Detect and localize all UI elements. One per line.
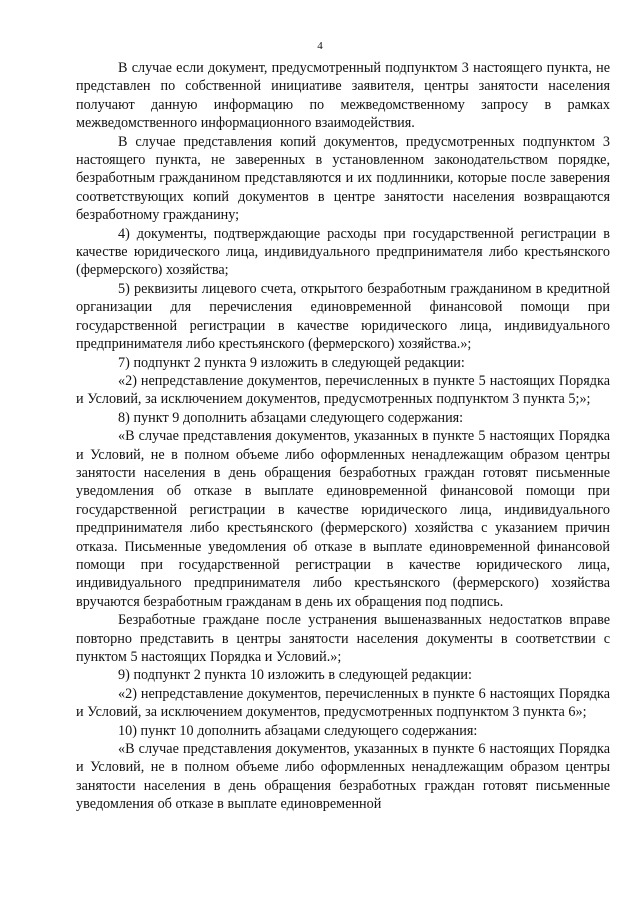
paragraph: «В случае представления документов, указанных в пункте 6 настоящих Порядка и Условий, не в полном объеме либо оформленных ненадлежащим образом центры занятости населения в день обращения безработных граждан готовят письменные уведомления об отказе в выплате единовременной [76,741,610,813]
paragraph: 9) подпункт 2 пункта 10 изложить в следующей редакции: [118,667,472,684]
paragraph: «2) непредставление документов, перечисленных в пункте 6 настоящих Порядка и Условий, за исключением документов, предусмотренных подпунктом 3 пункта 6»; [76,685,610,721]
page-number: 4 [317,40,323,52]
paragraph: Безработные граждане после устранения вышеназванных недостатков вправе повторно представить в центры занятости населения документы в соответствии с пунктом 5 настоящих Порядка и Условий.»; [76,612,610,665]
paragraph: «2) непредставление документов, перечисленных в пункте 5 настоящих Порядка и Условий, за исключением документов, предусмотренных подпунктом 3 пункта 5;»; [76,372,610,408]
paragraph: В случае представления копий документов, предусмотренных подпунктом 3 настоящего пункта, не заверенных в установленном законодательством порядке, безработным гражданином представляются и их подлинники, которые после заверения соответствующих копий документов в центре занятости населения возвращаются безработному гражданину; [76,133,610,224]
paragraph: 7) подпункт 2 пункта 9 изложить в следующей редакции: [118,354,465,371]
document-body [76,59,610,814]
paragraph: 5) реквизиты лицевого счета, открытого безработным гражданином в кредитной организации для перечисления единовременной финансовой помощи при государственной регистрации в качестве юридического лица, индивидуального предпринимателя либо крестьянского (фермерского) хозяйства.»; [76,280,610,353]
paragraph: 4) документы, подтверждающие расходы при государственной регистрации в качестве юридического лица, индивидуального предпринимателя либо крестьянского (фермерского) хозяйства; [76,225,610,279]
paragraph: 8) пункт 9 дополнить абзацами следующего содержания: [118,409,464,426]
paragraph: 10) пункт 10 дополнить абзацами следующего содержания: [118,722,478,739]
paragraph: В случае если документ, предусмотренный подпунктом 3 настоящего пункта, не представлен по собственной инициативе заявителя, центры занятости населения получают данную информацию по межведомственному запросу в рамках межведомственного информационного взаимодействия. [76,60,610,132]
paragraph: «В случае представления документов, указанных в пункте 5 настоящих Порядка и Условий, не в полном объеме либо оформленных ненадлежащим образом центры занятости населения в день обращения безработных граждан готовят письменные уведомления об отказе в выплате единовременной финансовой помощи при государственной регистрации в качестве юридического лица, индивидуального предпринимателя либо крестьянского (фермерского) хозяйства с указанием причин отказа. Письменные уведомления об отказе в выплате единовременной финансовой помощи при государственной регистрации в качестве юридического лица, индивидуального предпринимателя либо крестьянского (фермерского) хозяйства вручаются безработным гражданам в день их обращения под подпись. [76,428,610,610]
